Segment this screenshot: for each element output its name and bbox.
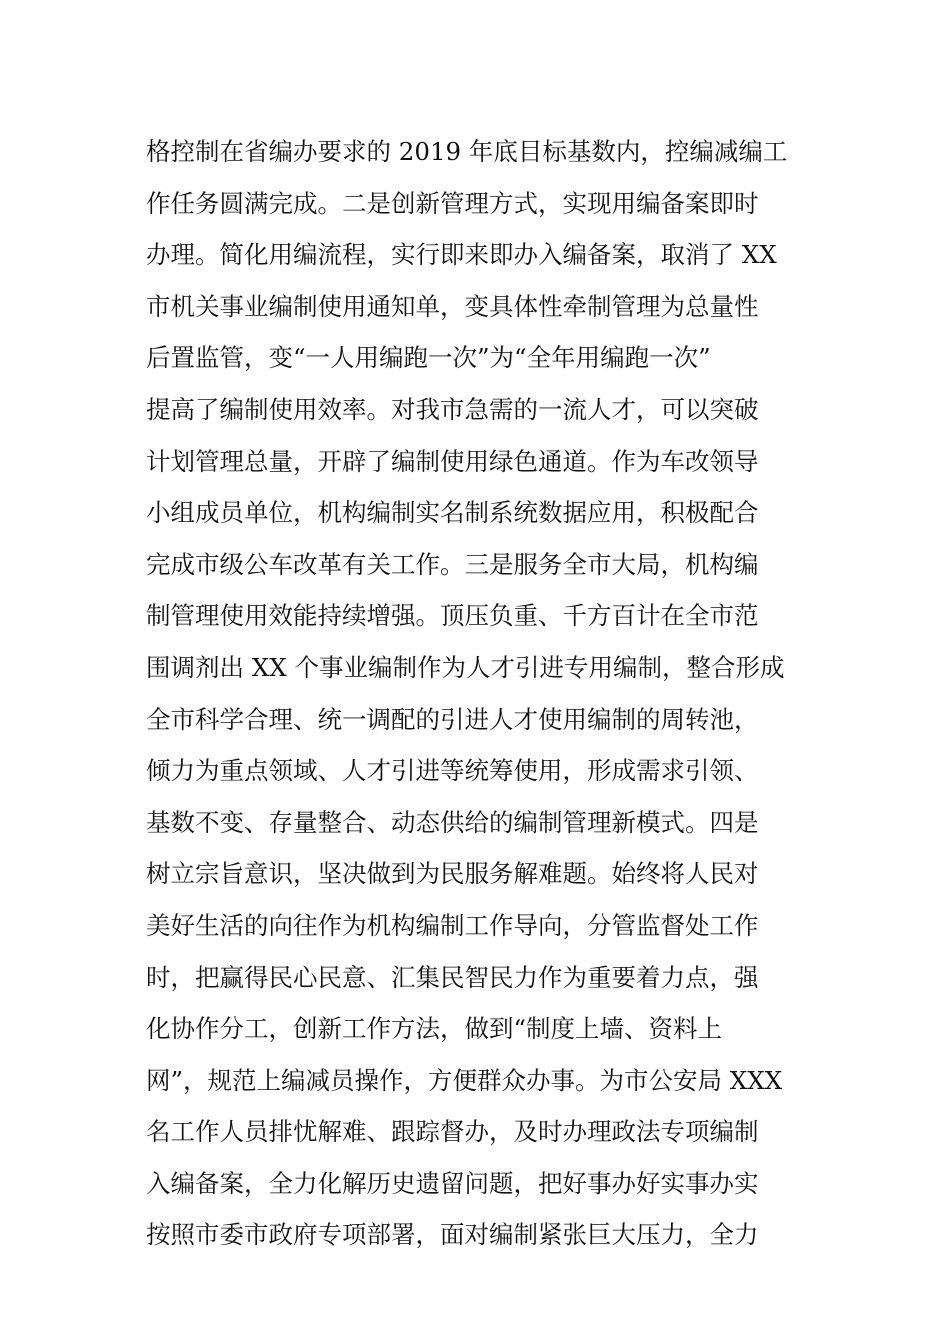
text-line: 名工作人员排忧解难、跟踪督办，及时办理政法专项编制 <box>146 1117 759 1147</box>
text-line: 格控制在省编办要求的 2019 年底目标基数内，控编减编工 <box>146 137 788 166</box>
text-line: 入编备案，全力化解历史遗留问题，把好事办好实事办实 <box>146 1168 759 1198</box>
text-line: 小组成员单位，机构编制实名制系统数据应用，积极配合 <box>146 498 759 528</box>
document-body <box>146 126 816 1261</box>
text-line: 计划管理总量，开辟了编制使用绿色通道。作为车改领导 <box>146 446 759 476</box>
text-line: 基数不变、存量整合、动态供给的编制管理新模式。四是 <box>146 807 759 837</box>
text-line: 美好生活的向往作为机构编制工作导向，分管监督处工作 <box>146 910 759 940</box>
text-line: 制管理使用效能持续增强。顶压负重、千方百计在全市范 <box>146 601 759 631</box>
text-line: 完成市级公车改革有关工作。三是服务全市大局，机构编 <box>146 549 759 579</box>
text-line: 时，把赢得民心民意、汇集民智民力作为重要着力点，强 <box>146 962 759 992</box>
text-line: 全市科学合理、统一调配的引进人才使用编制的周转池， <box>146 704 759 734</box>
text-line: 化协作分工，创新工作方法，做到“制度上墙、资料上 <box>146 1014 723 1044</box>
text-line: 按照市委市政府专项部署，面对编制紧张巨大压力，全力 <box>146 1220 759 1250</box>
text-line: 提高了编制使用效率。对我市急需的一流人才，可以突破 <box>146 394 759 424</box>
text-line: 作任务圆满完成。二是创新管理方式，实现用编备案即时 <box>146 188 759 218</box>
text-line: 网”，规范上编减员操作，方便群众办事。为市公安局 XXX <box>146 1065 783 1095</box>
text-line: 办理。简化用编流程，实行即来即办入编备案，取消了 XX <box>146 240 777 270</box>
text-line: 树立宗旨意识，坚决做到为民服务解难题。始终将人民对 <box>146 859 759 889</box>
text-line: 市机关事业编制使用通知单，变具体性牵制管理为总量性 <box>146 291 759 321</box>
text-line: 后置监管，变“一人用编跑一次”为“全年用编跑一次” <box>146 343 711 373</box>
text-line: 倾力为重点领域、人才引进等统筹使用，形成需求引领、 <box>146 756 759 786</box>
text-line: 围调剂出 XX 个事业编制作为人才引进专用编制，整合形成 <box>146 652 785 682</box>
